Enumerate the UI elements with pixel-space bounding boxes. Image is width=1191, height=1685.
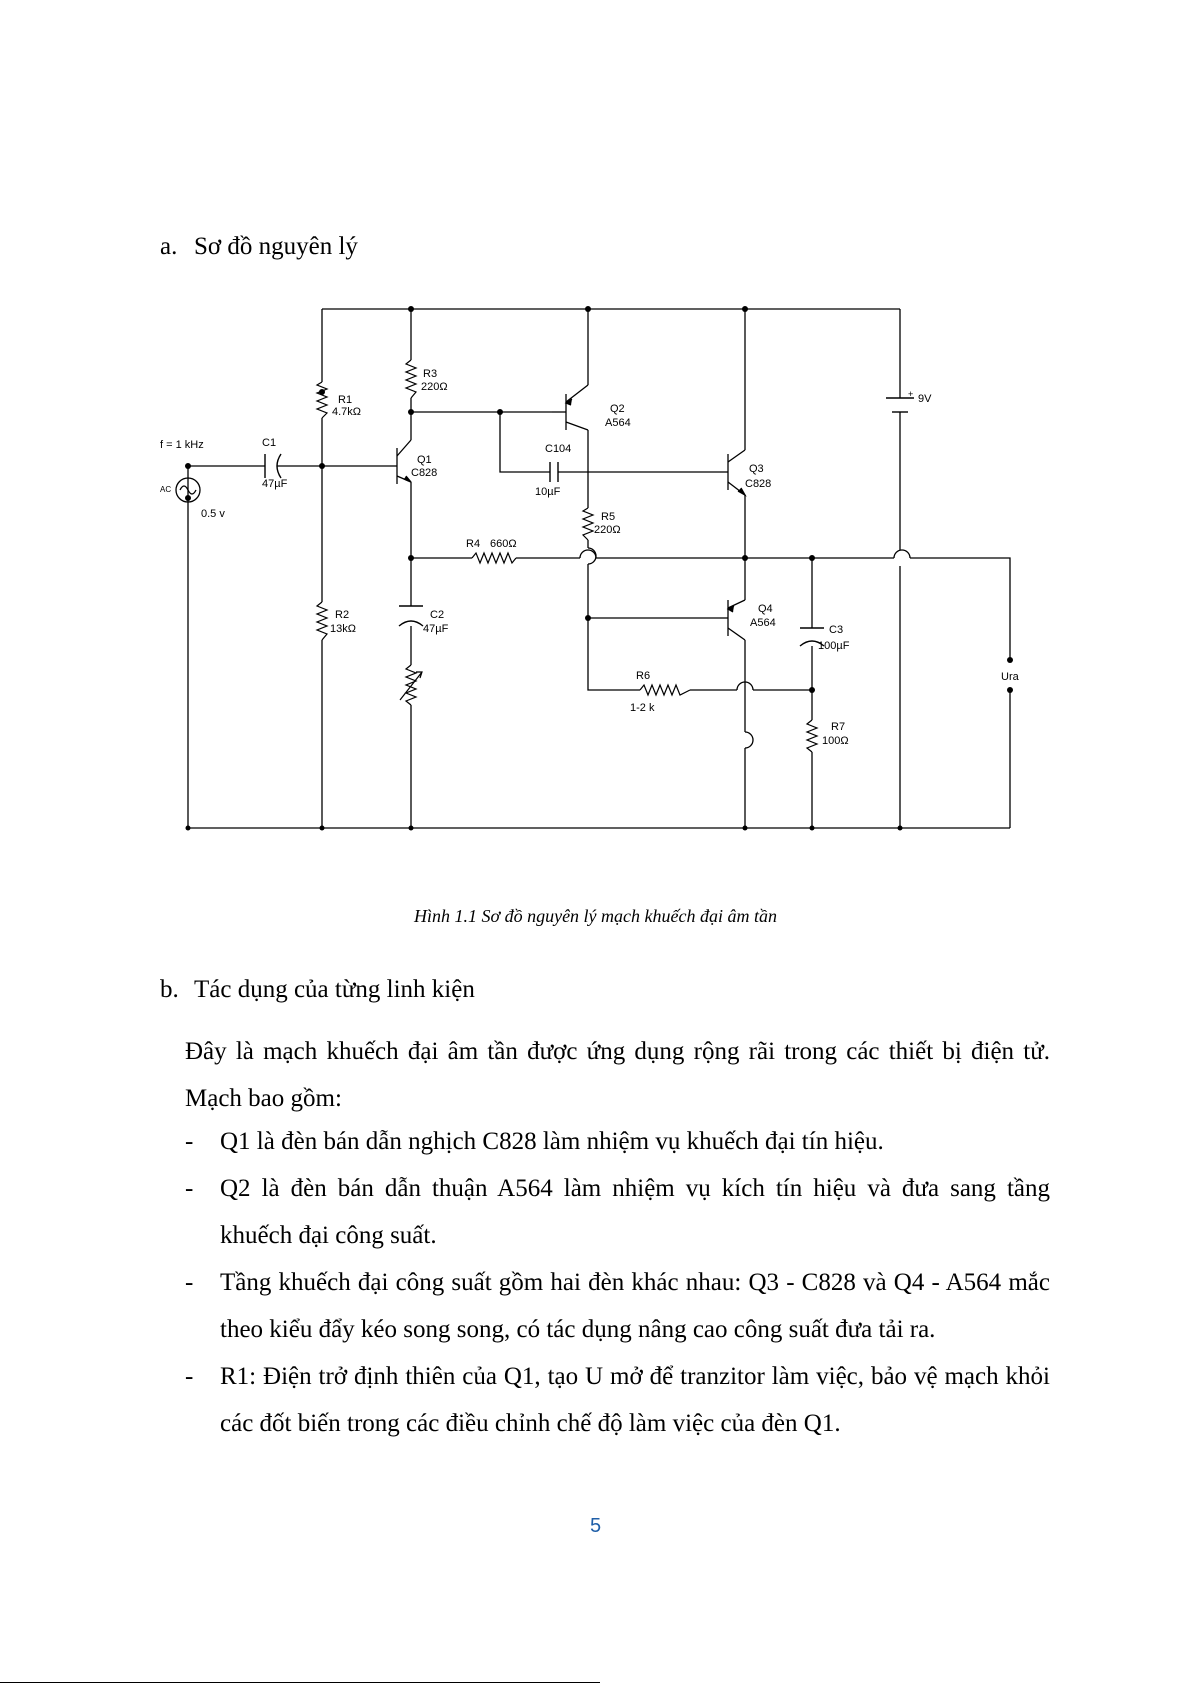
battery-symbol	[886, 398, 914, 412]
list-item	[180, 1165, 1050, 1259]
figure-caption: Hình 1.1 Sơ đồ nguyên lý mạch khuếch đại âm tần	[413, 906, 778, 926]
schematic-wires	[188, 309, 1010, 828]
r1-symbol	[317, 382, 327, 418]
c3-name: C3	[829, 624, 844, 636]
q1-part: C828	[411, 467, 438, 479]
junction-dots	[185, 306, 1013, 831]
c2-name: C2	[430, 609, 445, 621]
list-item-text: R1: Điện trở định thiên của Q1, tạo U mở để tranzitor làm việc, bảo vệ mạch khỏi các đốt biến trong các điều chỉnh chế độ làm việc của đèn Q1.	[220, 1363, 1050, 1437]
r2-value: 13kΩ	[330, 623, 356, 635]
q3-name: Q3	[749, 463, 764, 475]
q4-part: A564	[750, 617, 776, 629]
r5-name: R5	[601, 511, 616, 523]
component-list	[180, 1118, 1050, 1447]
q4-name: Q4	[758, 603, 773, 615]
c1-name: C1	[262, 437, 277, 449]
r5-value: 220Ω	[594, 524, 621, 536]
list-item	[180, 1353, 1050, 1447]
q3-part: C828	[745, 478, 772, 490]
list-item-text: Q1 là đèn bán dẫn nghịch C828 làm nhiệm vụ khuếch đại tín hiệu.	[220, 1128, 884, 1155]
list-item	[180, 1259, 1050, 1353]
q2-name: Q2	[610, 403, 625, 415]
ac-source-label: AC	[160, 485, 172, 494]
r3-symbol	[406, 360, 416, 398]
svg-text:+: +	[908, 389, 914, 399]
c104-name: C104	[545, 443, 572, 455]
r6-symbol	[640, 685, 690, 695]
q1-name: Q1	[417, 454, 432, 466]
r3-name: R3	[423, 368, 438, 380]
list-item-text: Q2 là đèn bán dẫn thuận A564 làm nhiệm vụ kích tín hiệu và đưa sang tầng khuếch đại công suất.	[220, 1175, 1050, 1249]
q2-symbol	[552, 385, 588, 430]
r7-value: 100Ω	[822, 735, 849, 747]
c3-value: 100µF	[818, 640, 850, 652]
battery-label: 9V	[918, 393, 932, 405]
c2-symbol	[399, 606, 423, 626]
resistor-symbols	[317, 360, 817, 752]
r3-value: 220Ω	[421, 381, 448, 393]
bullet-dash: -	[185, 1128, 194, 1155]
section-a-title: Sơ đồ nguyên lý	[194, 233, 358, 260]
q4-symbol	[720, 600, 745, 640]
r4-value: 660Ω	[490, 538, 517, 550]
bullet-dash: -	[185, 1363, 194, 1390]
footer-rule	[0, 1682, 600, 1683]
r4-symbol	[472, 553, 516, 563]
section-b-heading	[160, 975, 475, 1005]
page-number: 5	[589, 1515, 602, 1537]
transistor-symbols	[390, 385, 745, 640]
r2-name: R2	[335, 609, 350, 621]
section-a-marker: a.	[160, 233, 178, 260]
bullet-dash: -	[185, 1175, 194, 1202]
r5-symbol	[583, 508, 593, 540]
r1-value: 4.7kΩ	[332, 406, 362, 418]
r6-value: 1-2 k	[630, 702, 655, 714]
list-item-text: Tầng khuếch đại công suất gồm hai đèn khác nhau: Q3 - C828 và Q4 - A564 mắc theo kiểu đẩy kéo song song, có tác dụng nâng cao công suất đưa tải ra.	[220, 1269, 1050, 1343]
q1-symbol	[390, 440, 411, 484]
c104-symbol	[550, 462, 558, 482]
r4-name: R4	[466, 538, 481, 550]
input-amp-label: 0.5 v	[201, 508, 225, 520]
vr-symbol	[406, 665, 416, 705]
r2-symbol	[317, 602, 327, 640]
c2-value: 47µF	[423, 623, 449, 635]
section-b-title: Tác dụng của từng linh kiện	[194, 976, 475, 1003]
r6-name: R6	[636, 670, 651, 682]
bullet-dash: -	[185, 1269, 194, 1296]
c104-value: 10µF	[535, 486, 561, 498]
r1-name: R1	[338, 394, 353, 406]
q2-part: A564	[605, 417, 631, 429]
r7-symbol	[807, 720, 817, 752]
r7-name: R7	[831, 721, 846, 733]
c1-value: 47µF	[262, 478, 288, 490]
section-b-marker: b.	[160, 976, 179, 1003]
intro-paragraph: Đây là mạch khuếch đại âm tần được ứng dụng rộng rãi trong các thiết bị điện tử. Mạch bao gồm:	[185, 1038, 1050, 1112]
output-label: Ura	[1001, 671, 1019, 683]
input-freq-label: f = 1 kHz	[160, 439, 204, 451]
list-item	[180, 1118, 1050, 1165]
q3-symbol	[720, 450, 745, 495]
